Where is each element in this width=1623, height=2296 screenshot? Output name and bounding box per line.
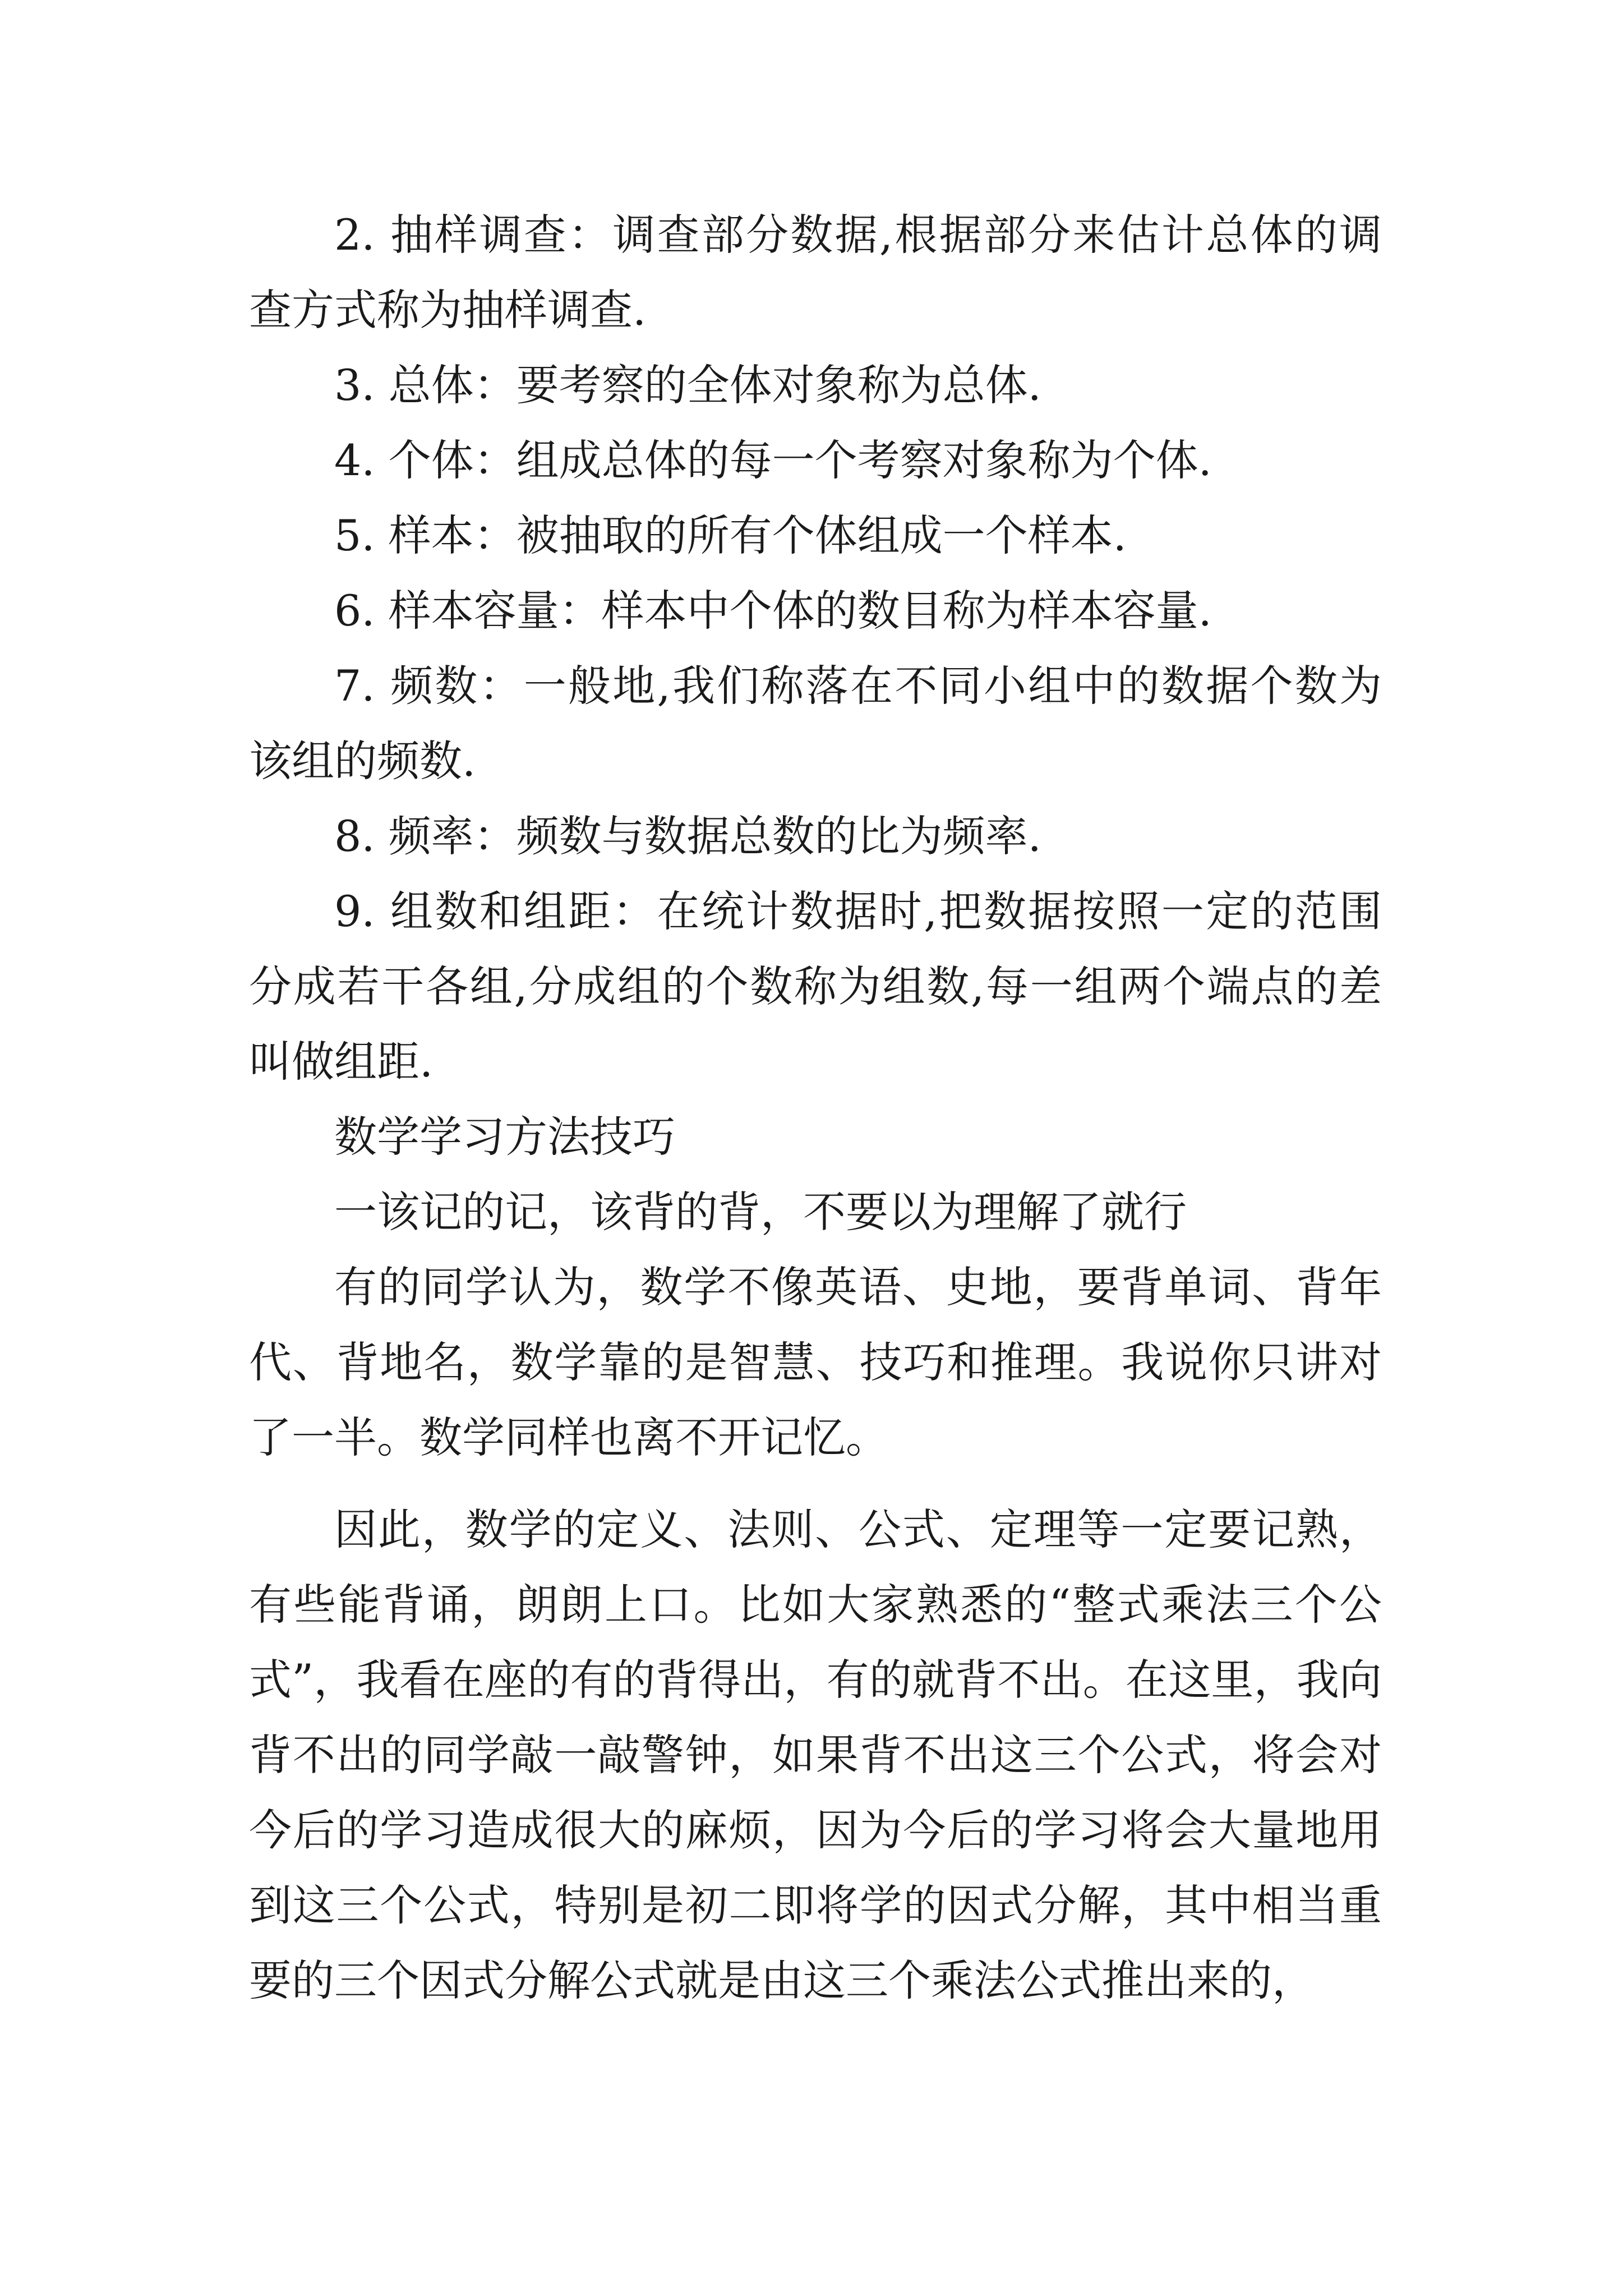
definition-paragraph: 5. 样本：被抽取的所有个体组成一个样本. — [334, 510, 1127, 560]
definition-paragraph: 2. 抽样调查：调查部分数据,根据部分来估计总体的调查方式称为抽样调查. — [249, 210, 1382, 335]
definition-paragraph: 3. 总体：要考察的全体对象称为总体. — [334, 360, 1041, 410]
definition-paragraph: 8. 频率：频数与数据总数的比为频率. — [334, 811, 1041, 861]
body-paragraph: 因此，数学的定义、法则、公式、定理等一定要记熟，有些能背诵，朗朗上口。比如大家熟悉的“整式乘法三个公式”，我看在座的有的背得出，有的就背不出。在这里，我向背不出的同学敲一敲警钟，如果背不出这三个公式，将会对今后的学习造成很大的麻烦，因为今后的学习将会大量地用到这三个公式，特别是初二即将学的因式分解，其中相当重要的三个因式分解公式就是由这三个乘法公式推出来的， — [249, 1504, 1382, 2005]
body-paragraph: 有的同学认为，数学不像英语、史地，要背单词、背年代、背地名，数学靠的是智慧、技巧和推理。我说你只讲对了一半。数学同样也离不开记忆。 — [249, 1262, 1382, 1462]
definition-paragraph: 9. 组数和组距：在统计数据时,把数据按照一定的范围分成若干各组,分成组的个数称为组数,每一组两个端点的差叫做组距. — [249, 886, 1382, 1087]
section-title: 数学学习方法技巧 — [334, 1112, 675, 1162]
document-body — [249, 197, 1382, 2018]
subsection-title: 一该记的记，该背的背，不要以为理解了就行 — [334, 1187, 1187, 1237]
definition-paragraph: 6. 样本容量：样本中个体的数目称为样本容量. — [334, 586, 1212, 636]
definition-paragraph: 7. 频数：一般地,我们称落在不同小组中的数据个数为该组的频数. — [249, 661, 1382, 786]
definition-paragraph: 4. 个体：组成总体的每一个考察对象称为个体. — [334, 435, 1212, 485]
